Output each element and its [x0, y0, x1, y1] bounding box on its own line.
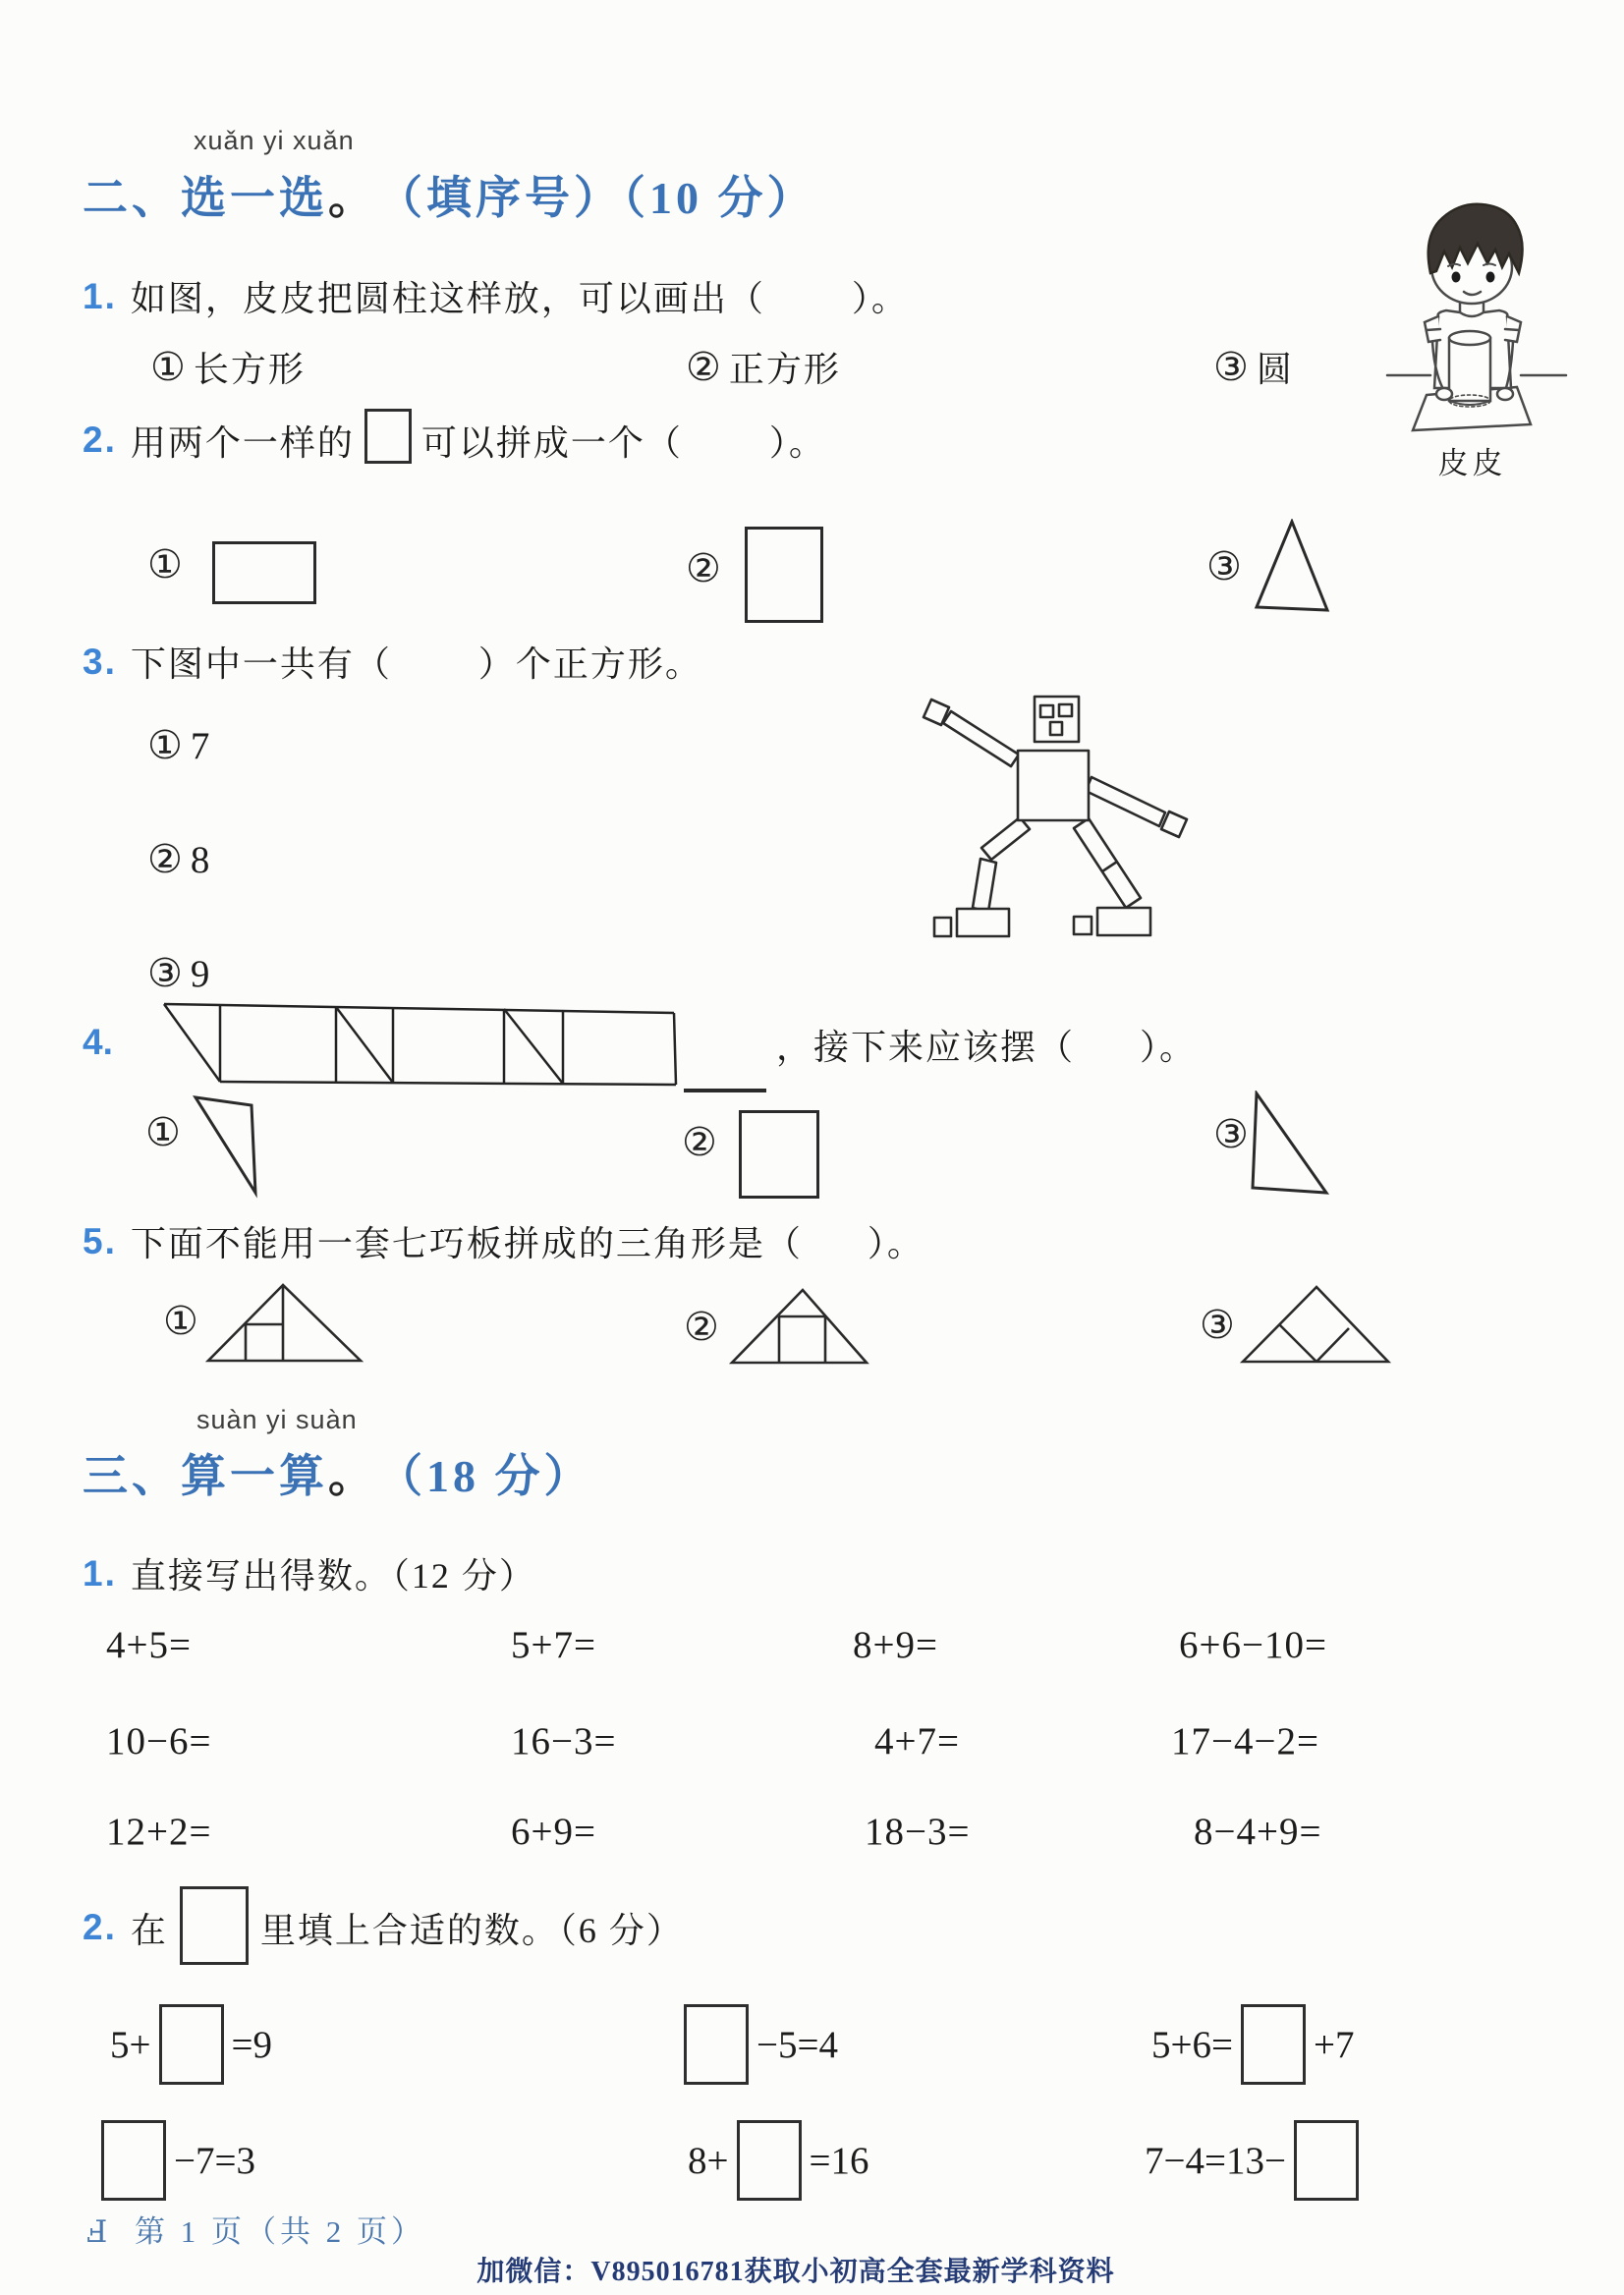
arithmetic-problem: 4+7= — [874, 1720, 960, 1763]
section2-pinyin: xuǎn yi xuǎn — [194, 126, 355, 155]
q3-option-1-label: 7 — [190, 724, 211, 767]
q4-option-1-triangle — [193, 1094, 261, 1199]
q4-option-2-marker: ② — [682, 1120, 717, 1165]
fill-equation-5-post: =16 — [809, 2139, 869, 2182]
question-4-number: 4. — [83, 1022, 113, 1062]
q5-option-3-tangram-triangle — [1236, 1280, 1393, 1369]
q3-option-1-marker: ① — [147, 723, 185, 768]
q5-option-2-tangram-triangle — [727, 1283, 874, 1370]
q5-option-1-marker: ① — [163, 1299, 198, 1344]
fill-equation-6-box — [1294, 2120, 1359, 2201]
fill-equation-3-post: +7 — [1314, 2023, 1355, 2066]
q1-option-3-label: 圆 — [1256, 350, 1294, 389]
question-2-number: 2. — [83, 420, 117, 460]
section2-heading-dot: 。 — [328, 173, 377, 223]
q4-option-1-marker: ① — [145, 1110, 181, 1155]
q4-pattern-strip — [155, 987, 686, 1095]
fill-equation-6-pre: 7−4=13− — [1145, 2139, 1286, 2182]
question-3-text: 下图中一共有（ ）个正方形。 — [130, 644, 702, 684]
fill-equation-3-box — [1241, 2004, 1306, 2085]
question-2-text-post: 可以拼成一个（ ）。 — [420, 422, 826, 463]
section3-question-2 — [83, 1888, 684, 1967]
fill-equation-4-box — [101, 2120, 166, 2201]
q1-option-1 — [150, 342, 306, 392]
q4-option-2-square — [739, 1110, 819, 1199]
q3-figure-robot — [912, 664, 1206, 951]
q1-option-2-label: 正方形 — [728, 350, 841, 389]
question-5-text: 下面不能用一套七巧板拼成的三角形是（ ）。 — [130, 1224, 924, 1263]
fill-equation-3-pre: 5+6= — [1151, 2023, 1233, 2066]
q4-option-3-triangle — [1250, 1091, 1330, 1199]
q1-figure-boy-with-cylinder — [1362, 167, 1583, 482]
fill-equation-4 — [93, 2120, 255, 2201]
q2-option-2-square — [745, 527, 823, 623]
question-2 — [83, 413, 826, 468]
question-2-text-pre: 用两个一样的 — [130, 422, 355, 463]
fill-equation-3 — [1151, 2004, 1355, 2085]
fill-equation-1-box — [159, 2004, 224, 2085]
arithmetic-problem: 8−4+9= — [1194, 1811, 1322, 1853]
section2-heading-score: （填序号）（10 分） — [377, 173, 816, 223]
fill-equation-6 — [1145, 2120, 1367, 2201]
s3-q2-number: 2. — [83, 1907, 117, 1947]
question-1-number: 1. — [83, 275, 117, 316]
fill-equation-2 — [676, 2004, 838, 2085]
section3-heading-score: （18 分） — [377, 1451, 593, 1501]
s3-q2-inline-box — [180, 1886, 249, 1965]
q1-option-1-label: 长方形 — [193, 350, 306, 389]
q1-option-2-marker: ② — [686, 344, 723, 390]
section3-pinyin: suàn yi suàn — [196, 1405, 358, 1434]
fill-equation-1-pre: 5+ — [110, 2023, 151, 2066]
q1-figure-caption: 皮皮 — [1437, 446, 1507, 480]
question-4-text: ，接下来应该摆（ ）。 — [776, 1028, 1198, 1067]
q5-option-1-tangram-triangle — [201, 1279, 366, 1368]
q1-option-2 — [686, 342, 841, 392]
q4-option-3-marker: ③ — [1213, 1112, 1249, 1157]
question-1 — [83, 271, 909, 321]
q2-inline-square — [364, 409, 412, 464]
question-3-number: 3. — [83, 641, 117, 682]
s3-q1-text: 直接写出得数。（12 分） — [130, 1556, 536, 1595]
arithmetic-problem: 16−3= — [511, 1720, 617, 1763]
s3-q2-text-post: 里填上合适的数。（6 分） — [259, 1910, 684, 1950]
section2-heading-title: 二、选一选 — [83, 173, 328, 223]
footer-promo-text: 加微信：V895016781获取小初高全套最新学科资料 — [476, 2257, 1115, 2287]
q3-option-3-label: 9 — [190, 952, 211, 995]
q3-option-2 — [147, 837, 210, 882]
question-5-number: 5. — [83, 1220, 117, 1261]
section2-heading — [83, 162, 816, 227]
q2-option-3-marker: ③ — [1206, 544, 1242, 589]
arithmetic-problem: 4+5= — [106, 1624, 192, 1666]
fill-equation-5-box — [737, 2120, 802, 2201]
footer-page-number: Ⅎ 第 1 页（共 2 页） — [86, 2214, 426, 2249]
q5-option-3-marker: ③ — [1200, 1303, 1235, 1348]
fill-equation-1 — [110, 2004, 272, 2085]
section3-heading-dot: 。 — [328, 1451, 377, 1501]
q3-option-1 — [147, 723, 210, 768]
question-3 — [83, 637, 702, 687]
q1-option-1-marker: ① — [150, 344, 188, 390]
q3-option-2-label: 8 — [190, 838, 211, 881]
section3-question-1 — [83, 1548, 536, 1598]
arithmetic-problem: 10−6= — [106, 1720, 212, 1763]
q4-answer-blank — [684, 1045, 766, 1092]
arithmetic-problem: 8+9= — [853, 1624, 938, 1666]
arithmetic-problem: 12+2= — [106, 1811, 212, 1853]
arithmetic-problem: 5+7= — [511, 1624, 596, 1666]
arithmetic-problem: 17−4−2= — [1171, 1720, 1319, 1763]
section3-heading — [83, 1440, 593, 1505]
question-1-text: 如图，皮皮把圆柱这样放，可以画出（ ）。 — [130, 279, 909, 318]
q3-option-2-marker: ② — [147, 837, 185, 882]
q2-option-2-marker: ② — [686, 546, 721, 591]
q2-option-1-marker: ① — [147, 542, 183, 588]
fill-equation-2-post: −5=4 — [756, 2023, 838, 2066]
fill-equation-2-box — [684, 2004, 749, 2085]
q2-option-3-triangle — [1254, 519, 1332, 615]
fill-equation-5 — [688, 2120, 869, 2201]
arithmetic-problem: 6+6−10= — [1179, 1624, 1327, 1666]
q3-option-3-marker: ③ — [147, 951, 185, 996]
q1-option-3 — [1213, 342, 1294, 392]
q5-option-2-marker: ② — [684, 1305, 719, 1350]
fill-equation-4-post: −7=3 — [174, 2139, 255, 2182]
s3-q2-text-pre: 在 — [130, 1910, 168, 1950]
fill-equation-1-post: =9 — [231, 2023, 272, 2066]
section3-heading-title: 三、算一算 — [83, 1451, 328, 1501]
q2-option-1-rectangle — [212, 541, 316, 604]
arithmetic-problem: 6+9= — [511, 1811, 596, 1853]
arithmetic-problem: 18−3= — [865, 1811, 971, 1853]
s3-q1-number: 1. — [83, 1552, 117, 1594]
fill-equation-5-pre: 8+ — [688, 2139, 729, 2182]
q1-option-3-marker: ③ — [1213, 344, 1251, 390]
boy-illustration — [1362, 167, 1583, 434]
question-5 — [83, 1216, 924, 1266]
